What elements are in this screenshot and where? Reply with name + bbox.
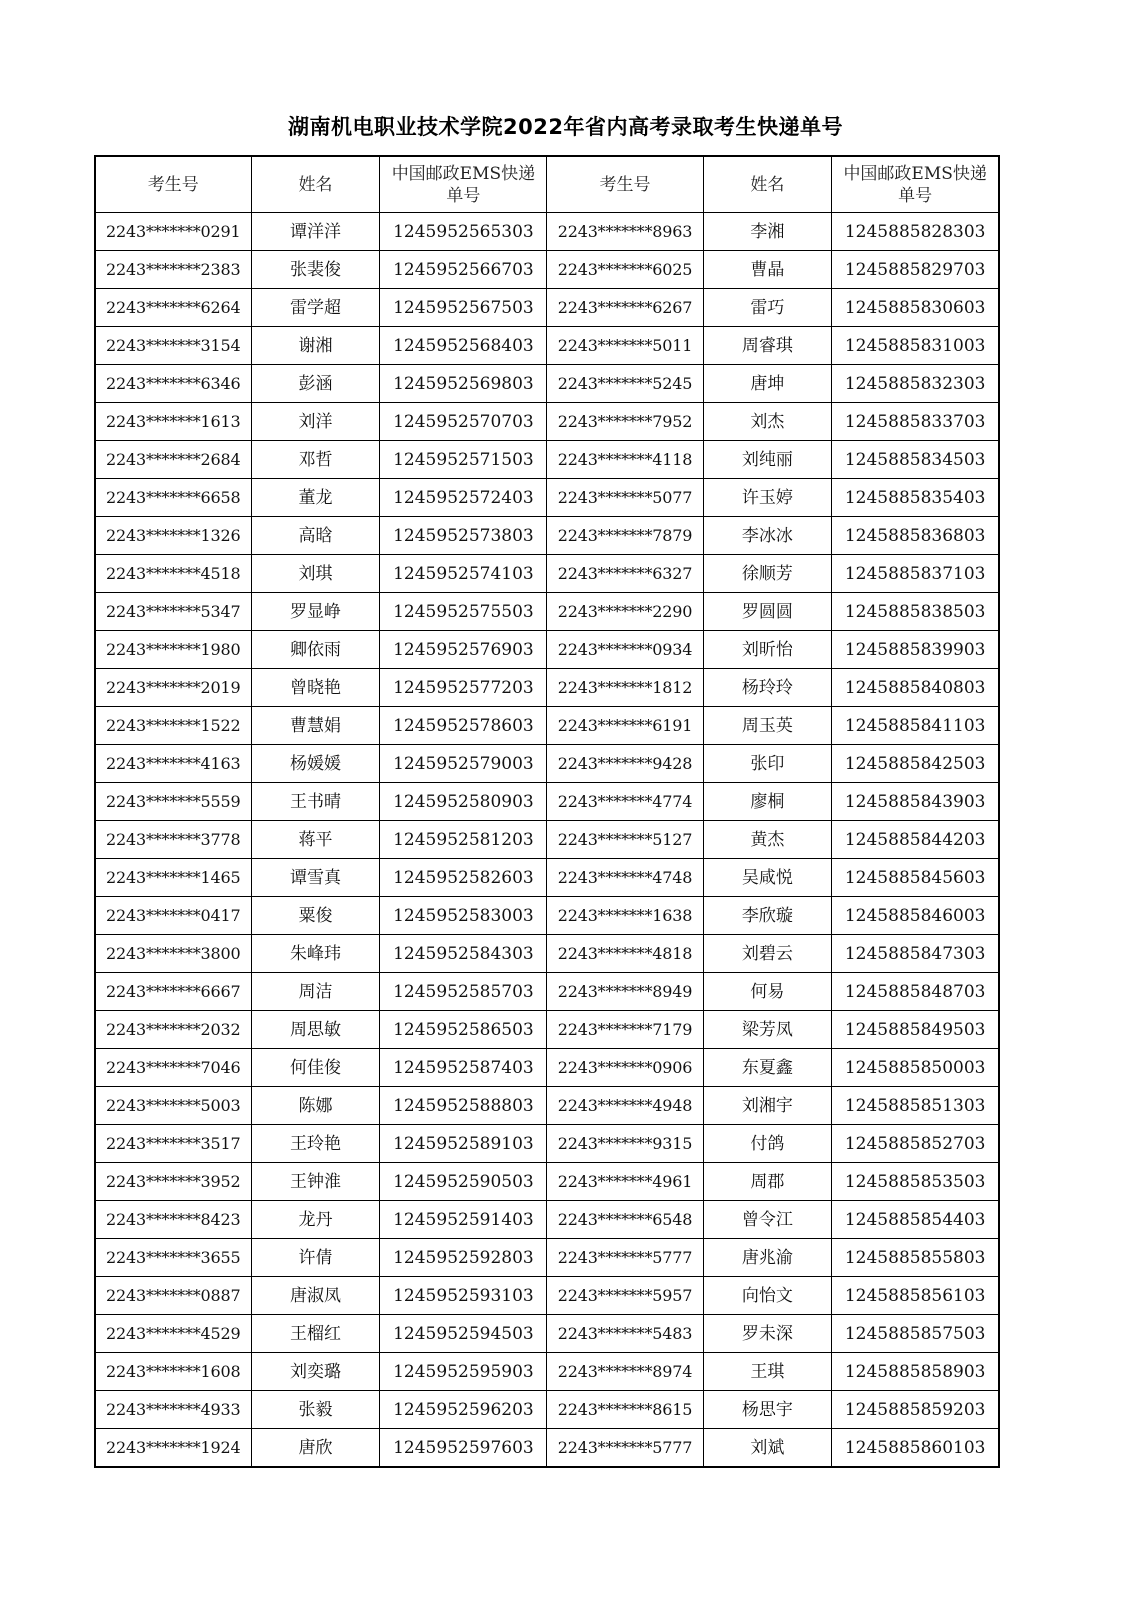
candidate-number-cell: 2243*******7046 — [95, 1049, 251, 1087]
ems-tracking-number-cell: 1245952573803 — [380, 517, 547, 555]
ems-tracking-number-cell: 1245885835403 — [832, 479, 999, 517]
ems-tracking-number-cell: 1245952588803 — [380, 1087, 547, 1125]
name-cell: 杨媛媛 — [251, 745, 380, 783]
name-cell: 刘湘宇 — [703, 1087, 832, 1125]
table-row — [95, 1239, 999, 1277]
candidate-number-cell: 2243*******1812 — [547, 669, 703, 707]
candidate-number-cell: 2243*******6025 — [547, 251, 703, 289]
name-cell: 周玉英 — [703, 707, 832, 745]
name-cell: 曹晶 — [703, 251, 832, 289]
ems-tracking-number-cell: 1245952565303 — [380, 213, 547, 251]
candidate-number-cell: 2243*******8963 — [547, 213, 703, 251]
table-row — [95, 1125, 999, 1163]
name-cell: 刘奕璐 — [251, 1353, 380, 1391]
table-row — [95, 1049, 999, 1087]
ems-tracking-number-cell: 1245885837103 — [832, 555, 999, 593]
name-cell: 周思敏 — [251, 1011, 380, 1049]
candidate-number-cell: 2243*******2032 — [95, 1011, 251, 1049]
table-row — [95, 1087, 999, 1125]
ems-tracking-number-cell: 1245952571503 — [380, 441, 547, 479]
candidate-number-cell: 2243*******3800 — [95, 935, 251, 973]
ems-tracking-number-cell: 1245885828303 — [832, 213, 999, 251]
name-cell: 付鸽 — [703, 1125, 832, 1163]
name-cell: 王玲艳 — [251, 1125, 380, 1163]
ems-tracking-number-cell: 1245952568403 — [380, 327, 547, 365]
ems-tracking-number-cell: 1245885847303 — [832, 935, 999, 973]
candidate-number-cell: 2243*******4933 — [95, 1391, 251, 1429]
candidate-number-cell: 2243*******3517 — [95, 1125, 251, 1163]
name-cell: 谢湘 — [251, 327, 380, 365]
table-row — [95, 327, 999, 365]
candidate-number-cell: 2243*******9315 — [547, 1125, 703, 1163]
name-cell: 廖桐 — [703, 783, 832, 821]
ems-tracking-number-cell: 1245885849503 — [832, 1011, 999, 1049]
name-cell: 王书晴 — [251, 783, 380, 821]
ems-tracking-number-cell: 1245952566703 — [380, 251, 547, 289]
name-cell: 刘洋 — [251, 403, 380, 441]
ems-tracking-number-cell: 1245885832303 — [832, 365, 999, 403]
table-row — [95, 403, 999, 441]
ems-tracking-number-cell: 1245952575503 — [380, 593, 547, 631]
candidate-number-cell: 2243*******1326 — [95, 517, 251, 555]
table-row — [95, 821, 999, 859]
table-row — [95, 1277, 999, 1315]
ems-tracking-number-cell: 1245952591403 — [380, 1201, 547, 1239]
candidate-number-cell: 2243*******6658 — [95, 479, 251, 517]
name-cell: 向怡文 — [703, 1277, 832, 1315]
ems-tracking-number-cell: 1245885854403 — [832, 1201, 999, 1239]
candidate-number-cell: 2243*******0291 — [95, 213, 251, 251]
ems-tracking-number-cell: 1245952587403 — [380, 1049, 547, 1087]
ems-tracking-number-cell: 1245885850003 — [832, 1049, 999, 1087]
candidate-number-cell: 2243*******5003 — [95, 1087, 251, 1125]
ems-tracking-number-cell: 1245885841103 — [832, 707, 999, 745]
candidate-number-cell: 2243*******2019 — [95, 669, 251, 707]
candidate-number-cell: 2243*******0887 — [95, 1277, 251, 1315]
table-row — [95, 1011, 999, 1049]
table-row — [95, 517, 999, 555]
ems-tracking-number-cell: 1245885838503 — [832, 593, 999, 631]
table-row — [95, 289, 999, 327]
name-cell: 刘琪 — [251, 555, 380, 593]
table-row — [95, 745, 999, 783]
name-cell: 罗显峥 — [251, 593, 380, 631]
candidate-number-cell: 2243*******4529 — [95, 1315, 251, 1353]
table-row — [95, 897, 999, 935]
candidate-number-cell: 2243*******0417 — [95, 897, 251, 935]
candidate-number-cell: 2243*******2383 — [95, 251, 251, 289]
table-row — [95, 669, 999, 707]
name-cell: 李湘 — [703, 213, 832, 251]
table-row — [95, 479, 999, 517]
header-ems-tracking-number: 中国邮政EMS快递单号 — [832, 156, 999, 213]
ems-tracking-number-cell: 1245952567503 — [380, 289, 547, 327]
ems-tracking-number-cell: 1245885858903 — [832, 1353, 999, 1391]
table-row — [95, 593, 999, 631]
table-row — [95, 1315, 999, 1353]
ems-tracking-number-cell: 1245952579003 — [380, 745, 547, 783]
candidate-number-cell: 2243*******8974 — [547, 1353, 703, 1391]
name-cell: 唐欣 — [251, 1429, 380, 1468]
name-cell: 王榴红 — [251, 1315, 380, 1353]
ems-tracking-number-cell: 1245952576903 — [380, 631, 547, 669]
candidate-number-cell: 2243*******8949 — [547, 973, 703, 1011]
name-cell: 李欣璇 — [703, 897, 832, 935]
candidate-number-cell: 2243*******3952 — [95, 1163, 251, 1201]
document-title: 湖南机电职业技术学院2022年省内高考录取考生快递单号 — [288, 115, 843, 139]
candidate-number-cell: 2243*******5559 — [95, 783, 251, 821]
ems-tracking-number-cell: 1245885851303 — [832, 1087, 999, 1125]
ems-tracking-number-cell: 1245952574103 — [380, 555, 547, 593]
name-cell: 谭雪真 — [251, 859, 380, 897]
ems-tracking-number-cell: 1245885845603 — [832, 859, 999, 897]
table-row — [95, 935, 999, 973]
name-cell: 刘斌 — [703, 1429, 832, 1468]
name-cell: 曹慧娟 — [251, 707, 380, 745]
name-cell: 王琪 — [703, 1353, 832, 1391]
ems-tracking-number-cell: 1245952585703 — [380, 973, 547, 1011]
express-tracking-table — [94, 155, 1000, 1468]
table-row — [95, 1201, 999, 1239]
name-cell: 罗圆圆 — [703, 593, 832, 631]
ems-tracking-number-cell: 1245952569803 — [380, 365, 547, 403]
table-row — [95, 707, 999, 745]
candidate-number-cell: 2243*******1608 — [95, 1353, 251, 1391]
ems-tracking-number-cell: 1245885829703 — [832, 251, 999, 289]
table-row — [95, 1429, 999, 1468]
table-row — [95, 973, 999, 1011]
candidate-number-cell: 2243*******6327 — [547, 555, 703, 593]
name-cell: 许倩 — [251, 1239, 380, 1277]
name-cell: 粟俊 — [251, 897, 380, 935]
ems-tracking-number-cell: 1245952594503 — [380, 1315, 547, 1353]
ems-tracking-number-cell: 1245952580903 — [380, 783, 547, 821]
name-cell: 徐顺芳 — [703, 555, 832, 593]
candidate-number-cell: 2243*******9428 — [547, 745, 703, 783]
ems-tracking-number-cell: 1245885840803 — [832, 669, 999, 707]
candidate-number-cell: 2243*******6548 — [547, 1201, 703, 1239]
candidate-number-cell: 2243*******4748 — [547, 859, 703, 897]
ems-tracking-number-cell: 1245885856103 — [832, 1277, 999, 1315]
name-cell: 何佳俊 — [251, 1049, 380, 1087]
table-body — [95, 213, 999, 1468]
candidate-number-cell: 2243*******6267 — [547, 289, 703, 327]
candidate-number-cell: 2243*******5077 — [547, 479, 703, 517]
table-row — [95, 1163, 999, 1201]
ems-tracking-number-cell: 1245885857503 — [832, 1315, 999, 1353]
candidate-number-cell: 2243*******6667 — [95, 973, 251, 1011]
name-cell: 刘杰 — [703, 403, 832, 441]
candidate-number-cell: 2243*******5957 — [547, 1277, 703, 1315]
table-row — [95, 783, 999, 821]
table-row — [95, 441, 999, 479]
ems-tracking-number-cell: 1245885831003 — [832, 327, 999, 365]
name-cell: 邓哲 — [251, 441, 380, 479]
header-ems-tracking-number: 中国邮政EMS快递单号 — [380, 156, 547, 213]
ems-tracking-number-cell: 1245952581203 — [380, 821, 547, 859]
candidate-number-cell: 2243*******3655 — [95, 1239, 251, 1277]
name-cell: 东夏鑫 — [703, 1049, 832, 1087]
table-row — [95, 251, 999, 289]
ems-tracking-number-cell: 1245885852703 — [832, 1125, 999, 1163]
candidate-number-cell: 2243*******0934 — [547, 631, 703, 669]
candidate-number-cell: 2243*******1465 — [95, 859, 251, 897]
ems-tracking-number-cell: 1245952595903 — [380, 1353, 547, 1391]
name-cell: 龙丹 — [251, 1201, 380, 1239]
name-cell: 张毅 — [251, 1391, 380, 1429]
ems-tracking-number-cell: 1245885842503 — [832, 745, 999, 783]
candidate-number-cell: 2243*******4948 — [547, 1087, 703, 1125]
ems-tracking-number-cell: 1245952589103 — [380, 1125, 547, 1163]
candidate-number-cell: 2243*******4774 — [547, 783, 703, 821]
name-cell: 杨玲玲 — [703, 669, 832, 707]
ems-tracking-number-cell: 1245885836803 — [832, 517, 999, 555]
ems-tracking-number-cell: 1245952592803 — [380, 1239, 547, 1277]
ems-tracking-number-cell: 1245885839903 — [832, 631, 999, 669]
name-cell: 陈娜 — [251, 1087, 380, 1125]
header-candidate-number: 考生号 — [547, 156, 703, 213]
candidate-number-cell: 2243*******7179 — [547, 1011, 703, 1049]
name-cell: 唐淑凤 — [251, 1277, 380, 1315]
name-cell: 刘纯丽 — [703, 441, 832, 479]
candidate-number-cell: 2243*******7952 — [547, 403, 703, 441]
table-header-row — [95, 156, 999, 213]
ems-tracking-number-cell: 1245885844203 — [832, 821, 999, 859]
ems-tracking-number-cell: 1245952583003 — [380, 897, 547, 935]
name-cell: 何易 — [703, 973, 832, 1011]
ems-tracking-number-cell: 1245885848703 — [832, 973, 999, 1011]
candidate-number-cell: 2243*******4163 — [95, 745, 251, 783]
candidate-number-cell: 2243*******4118 — [547, 441, 703, 479]
name-cell: 董龙 — [251, 479, 380, 517]
name-cell: 杨思宇 — [703, 1391, 832, 1429]
ems-tracking-number-cell: 1245885859203 — [832, 1391, 999, 1429]
ems-tracking-number-cell: 1245952578603 — [380, 707, 547, 745]
candidate-number-cell: 2243*******1522 — [95, 707, 251, 745]
ems-tracking-number-cell: 1245885833703 — [832, 403, 999, 441]
name-cell: 朱峰玮 — [251, 935, 380, 973]
candidate-number-cell: 2243*******4518 — [95, 555, 251, 593]
name-cell: 雷学超 — [251, 289, 380, 327]
table-row — [95, 213, 999, 251]
table-row — [95, 1391, 999, 1429]
candidate-number-cell: 2243*******1980 — [95, 631, 251, 669]
ems-tracking-number-cell: 1245885855803 — [832, 1239, 999, 1277]
table-row — [95, 365, 999, 403]
candidate-number-cell: 2243*******6191 — [547, 707, 703, 745]
name-cell: 唐兆渝 — [703, 1239, 832, 1277]
name-cell: 李冰冰 — [703, 517, 832, 555]
candidate-number-cell: 2243*******5777 — [547, 1239, 703, 1277]
candidate-number-cell: 2243*******2290 — [547, 593, 703, 631]
ems-tracking-number-cell: 1245952572403 — [380, 479, 547, 517]
name-cell: 周睿琪 — [703, 327, 832, 365]
ems-tracking-number-cell: 1245885830603 — [832, 289, 999, 327]
name-cell: 吴咸悦 — [703, 859, 832, 897]
name-cell: 许玉婷 — [703, 479, 832, 517]
header-name: 姓名 — [251, 156, 380, 213]
candidate-number-cell: 2243*******8423 — [95, 1201, 251, 1239]
name-cell: 曾令江 — [703, 1201, 832, 1239]
candidate-number-cell: 2243*******3154 — [95, 327, 251, 365]
name-cell: 卿依雨 — [251, 631, 380, 669]
name-cell: 谭洋洋 — [251, 213, 380, 251]
candidate-number-cell: 2243*******5483 — [547, 1315, 703, 1353]
name-cell: 刘碧云 — [703, 935, 832, 973]
table-row — [95, 631, 999, 669]
ems-tracking-number-cell: 1245952577203 — [380, 669, 547, 707]
ems-tracking-number-cell: 1245952570703 — [380, 403, 547, 441]
candidate-number-cell: 2243*******6264 — [95, 289, 251, 327]
name-cell: 刘昕怡 — [703, 631, 832, 669]
name-cell: 周洁 — [251, 973, 380, 1011]
ems-tracking-number-cell: 1245952596203 — [380, 1391, 547, 1429]
ems-tracking-number-cell: 1245952582603 — [380, 859, 547, 897]
candidate-number-cell: 2243*******1638 — [547, 897, 703, 935]
ems-tracking-number-cell: 1245885846003 — [832, 897, 999, 935]
candidate-number-cell: 2243*******5347 — [95, 593, 251, 631]
name-cell: 高晗 — [251, 517, 380, 555]
header-candidate-number: 考生号 — [95, 156, 251, 213]
table-row — [95, 859, 999, 897]
candidate-number-cell: 2243*******7879 — [547, 517, 703, 555]
ems-tracking-number-cell: 1245952597603 — [380, 1429, 547, 1468]
name-cell: 张裴俊 — [251, 251, 380, 289]
candidate-number-cell: 2243*******1924 — [95, 1429, 251, 1468]
name-cell: 梁芳凤 — [703, 1011, 832, 1049]
name-cell: 彭涵 — [251, 365, 380, 403]
candidate-number-cell: 2243*******8615 — [547, 1391, 703, 1429]
candidate-number-cell: 2243*******5245 — [547, 365, 703, 403]
name-cell: 蒋平 — [251, 821, 380, 859]
name-cell: 张印 — [703, 745, 832, 783]
ems-tracking-number-cell: 1245952593103 — [380, 1277, 547, 1315]
candidate-number-cell: 2243*******0906 — [547, 1049, 703, 1087]
ems-tracking-number-cell: 1245885834503 — [832, 441, 999, 479]
ems-tracking-number-cell: 1245885860103 — [832, 1429, 999, 1468]
candidate-number-cell: 2243*******3778 — [95, 821, 251, 859]
header-name: 姓名 — [703, 156, 832, 213]
table-row — [95, 555, 999, 593]
candidate-number-cell: 2243*******4961 — [547, 1163, 703, 1201]
name-cell: 雷巧 — [703, 289, 832, 327]
ems-tracking-number-cell: 1245885843903 — [832, 783, 999, 821]
candidate-number-cell: 2243*******6346 — [95, 365, 251, 403]
table-row — [95, 1353, 999, 1391]
name-cell: 周郡 — [703, 1163, 832, 1201]
candidate-number-cell: 2243*******1613 — [95, 403, 251, 441]
name-cell: 王钟淮 — [251, 1163, 380, 1201]
name-cell: 黄杰 — [703, 821, 832, 859]
candidate-number-cell: 2243*******5011 — [547, 327, 703, 365]
candidate-number-cell: 2243*******4818 — [547, 935, 703, 973]
ems-tracking-number-cell: 1245885853503 — [832, 1163, 999, 1201]
ems-tracking-number-cell: 1245952586503 — [380, 1011, 547, 1049]
candidate-number-cell: 2243*******5127 — [547, 821, 703, 859]
name-cell: 唐坤 — [703, 365, 832, 403]
ems-tracking-number-cell: 1245952590503 — [380, 1163, 547, 1201]
name-cell: 罗未深 — [703, 1315, 832, 1353]
candidate-number-cell: 2243*******5777 — [547, 1429, 703, 1468]
ems-tracking-number-cell: 1245952584303 — [380, 935, 547, 973]
name-cell: 曾晓艳 — [251, 669, 380, 707]
candidate-number-cell: 2243*******2684 — [95, 441, 251, 479]
